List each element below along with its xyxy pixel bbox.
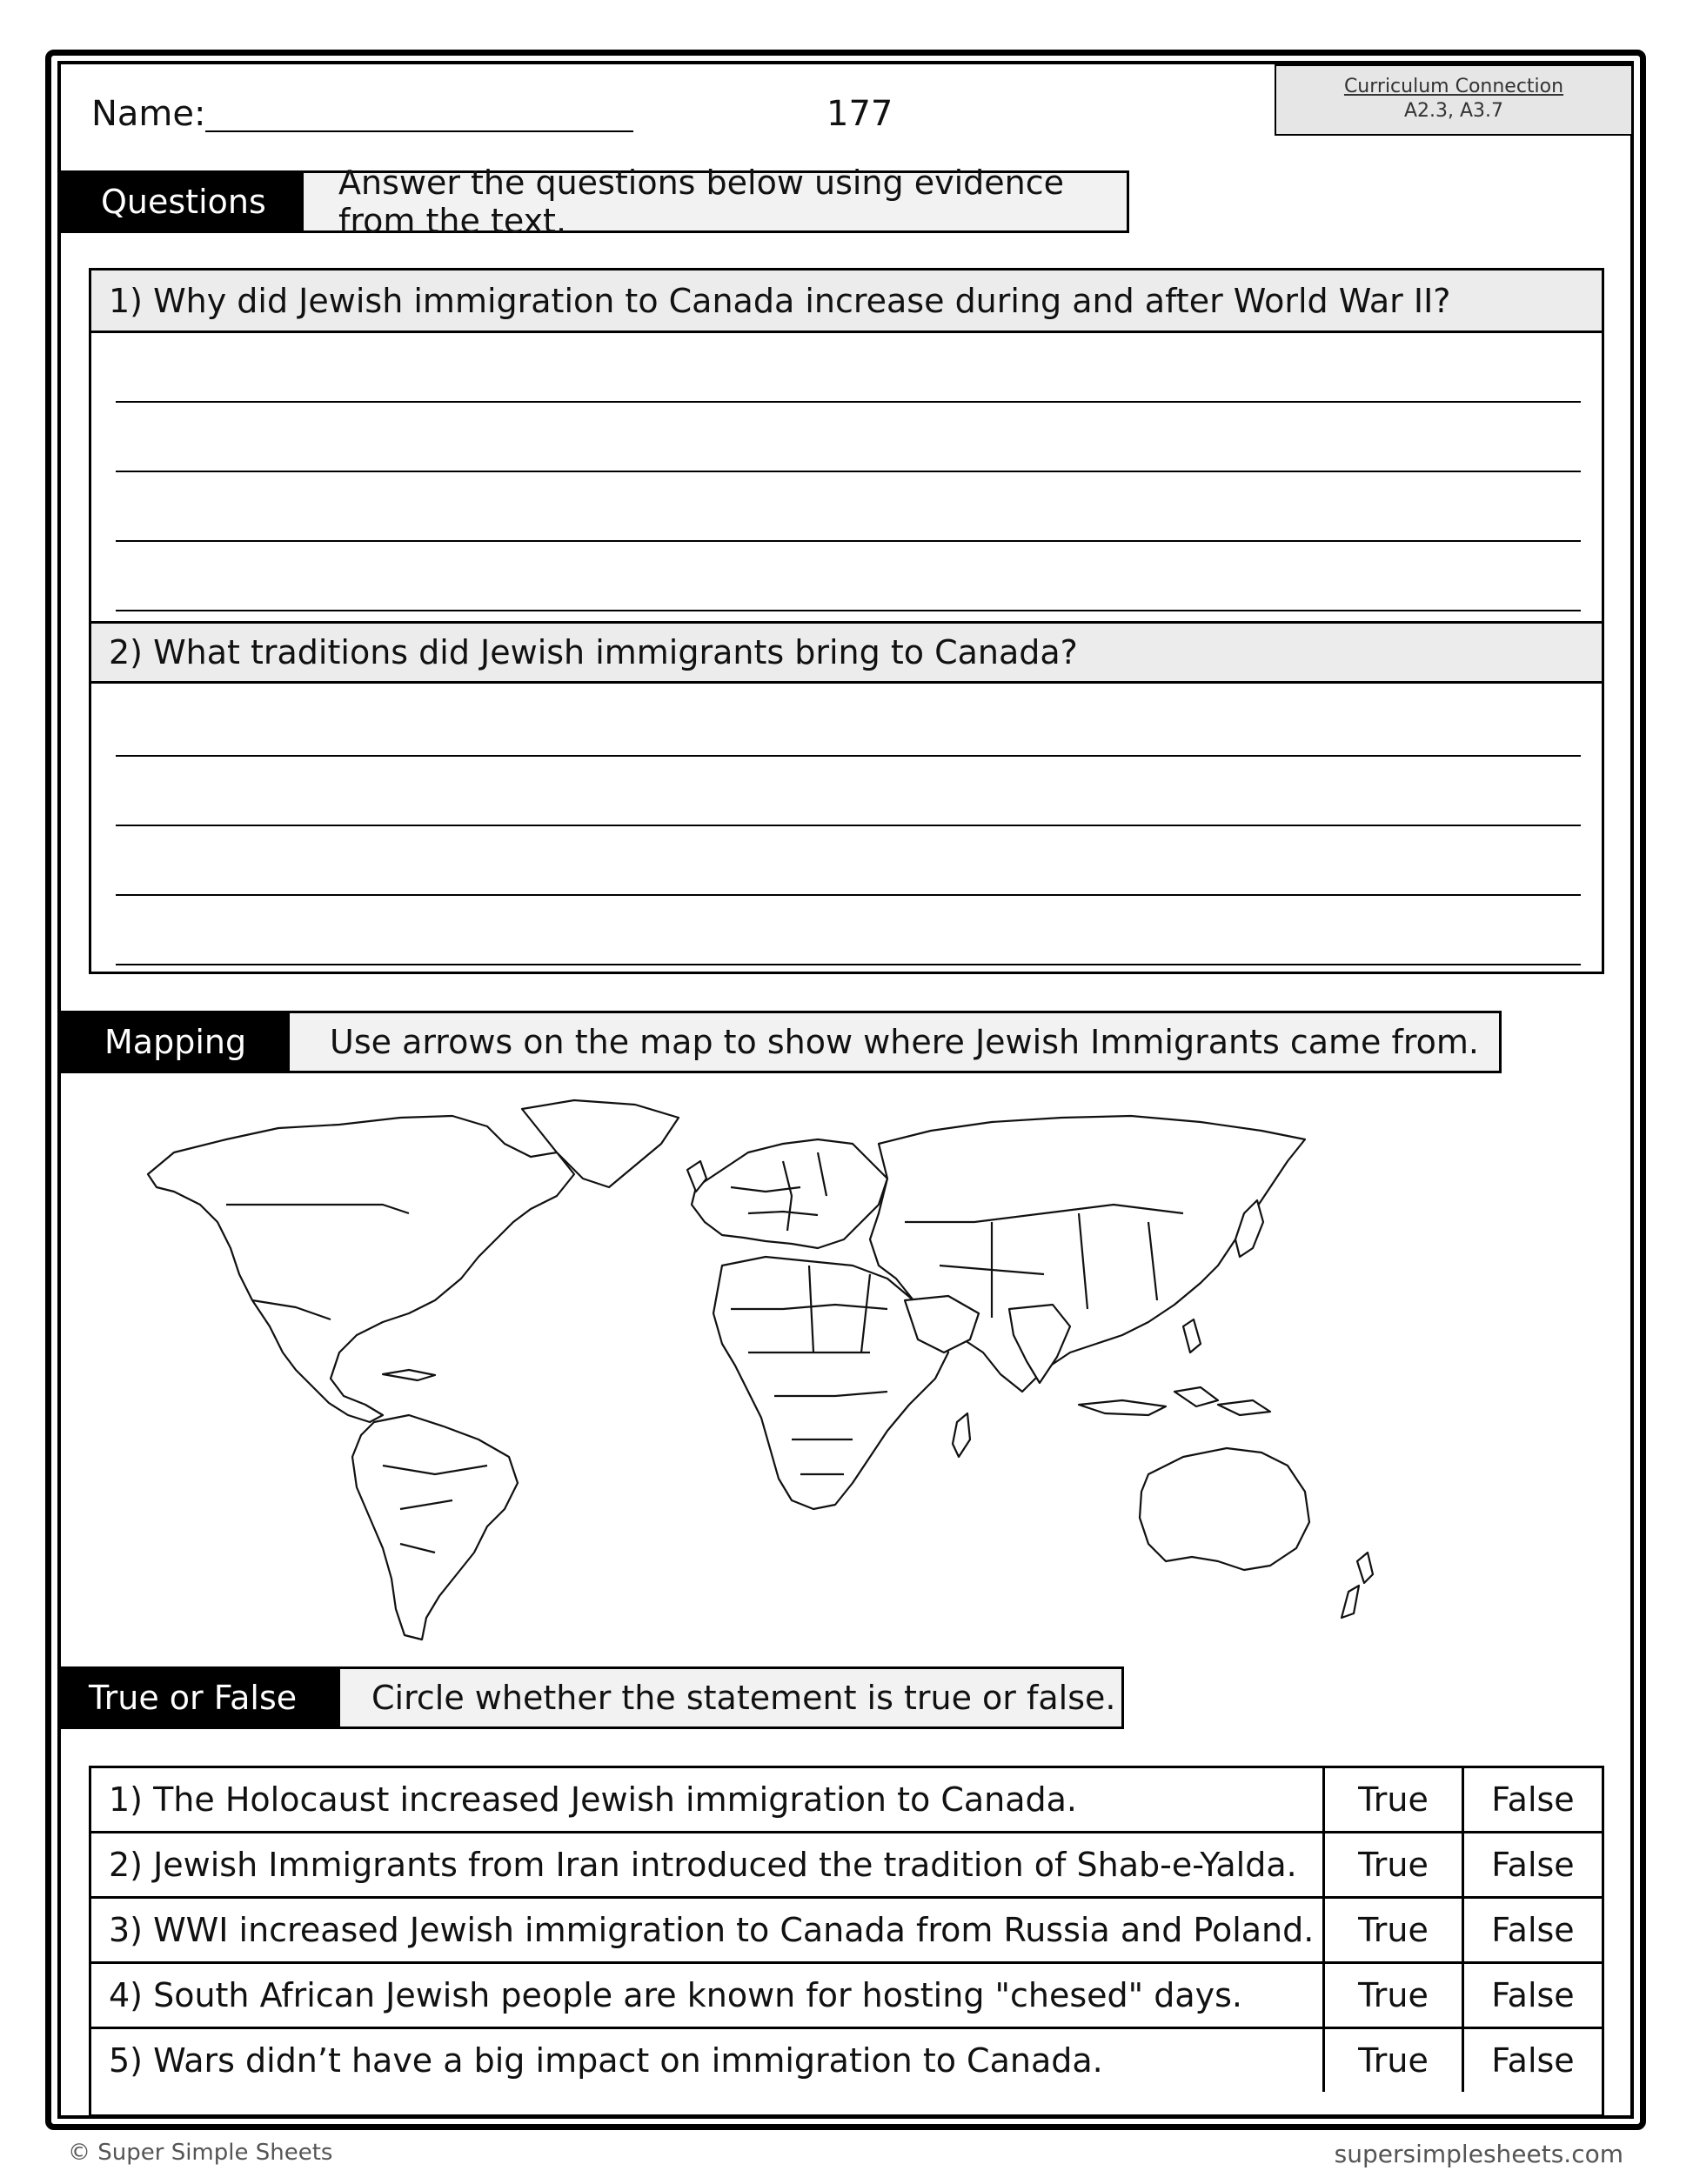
question-1: 1) Why did Jewish immigration to Canada increase during and after World War II? [91, 270, 1602, 333]
name-field[interactable] [205, 130, 633, 132]
curriculum-codes: A2.3, A3.7 [1403, 100, 1504, 122]
true-option[interactable]: True [1325, 2029, 1464, 2092]
false-option[interactable]: False [1491, 2041, 1575, 2080]
false-option[interactable]: False [1491, 1911, 1575, 1949]
tf-section-header [61, 1666, 1124, 1729]
questions-instruction: Answer the questions below using evidence from the text. [301, 170, 1129, 233]
table-row [91, 1833, 1602, 1896]
tf-label: True or False [61, 1666, 338, 1729]
tf-statement: 5) Wars didn’t have a big impact on immigration to Canada. [91, 2029, 1325, 2092]
answer-line-2-1[interactable] [116, 755, 1581, 757]
questions-box [89, 268, 1604, 974]
table-row [91, 1768, 1602, 1831]
map-europe [692, 1139, 887, 1248]
questions-label: Questions [61, 170, 301, 233]
answer-line-2-4[interactable] [116, 964, 1581, 965]
answer-line-1-2[interactable] [116, 471, 1581, 472]
answer-line-1-4[interactable] [116, 610, 1581, 611]
footer-website[interactable]: supersimplesheets.com [1334, 2140, 1623, 2168]
tf-statement: 4) South African Jewish people are known for hosting "chesed" days. [91, 1964, 1325, 2027]
false-option[interactable]: False [1491, 1846, 1575, 1884]
answer-line-1-1[interactable] [116, 401, 1581, 403]
answer-line-1-3[interactable] [116, 540, 1581, 542]
mapping-label: Mapping [61, 1011, 287, 1073]
tf-statement: 3) WWI increased Jewish immigration to Canada from Russia and Poland. [91, 1899, 1325, 1961]
false-option[interactable]: False [1491, 1976, 1575, 2014]
map-philippines [1183, 1319, 1201, 1352]
curriculum-connection-box [1275, 64, 1633, 136]
map-new-zealand [1342, 1553, 1373, 1618]
table-row [91, 1899, 1602, 1961]
answer-line-2-2[interactable] [116, 825, 1581, 826]
map-australia [1140, 1448, 1309, 1570]
world-map[interactable] [122, 1092, 1549, 1648]
true-option[interactable]: True [1325, 1899, 1464, 1961]
map-north-america [148, 1116, 574, 1422]
answer-line-2-3[interactable] [116, 894, 1581, 896]
curriculum-title: Curriculum Connection [1343, 76, 1564, 97]
map-madagascar [953, 1413, 970, 1457]
questions-section-header [61, 164, 1129, 240]
table-row [91, 2029, 1602, 2092]
true-option[interactable]: True [1325, 1768, 1464, 1831]
mapping-section-header [61, 1011, 1502, 1073]
true-option[interactable]: True [1325, 1964, 1464, 2027]
footer-copyright: © Super Simple Sheets [68, 2140, 333, 2166]
mapping-instruction: Use arrows on the map to show where Jewish Immigrants came from. [287, 1011, 1502, 1073]
table-row [91, 1964, 1602, 2027]
tf-statement: 1) The Holocaust increased Jewish immigration to Canada. [91, 1768, 1325, 1831]
tf-table [89, 1766, 1604, 2117]
map-caribbean [383, 1370, 435, 1380]
tf-instruction: Circle whether the statement is true or false. [338, 1666, 1124, 1729]
page-number: 177 [826, 94, 893, 134]
map-south-america [352, 1415, 518, 1640]
question-2: 2) What traditions did Jewish immigrants bring to Canada? [91, 621, 1602, 684]
map-indonesia [1079, 1387, 1270, 1415]
name-label: Name: [91, 94, 206, 134]
false-option[interactable]: False [1491, 1780, 1575, 1819]
true-option[interactable]: True [1325, 1833, 1464, 1896]
tf-statement: 2) Jewish Immigrants from Iran introduced the tradition of Shab-e-Yalda. [91, 1833, 1325, 1896]
